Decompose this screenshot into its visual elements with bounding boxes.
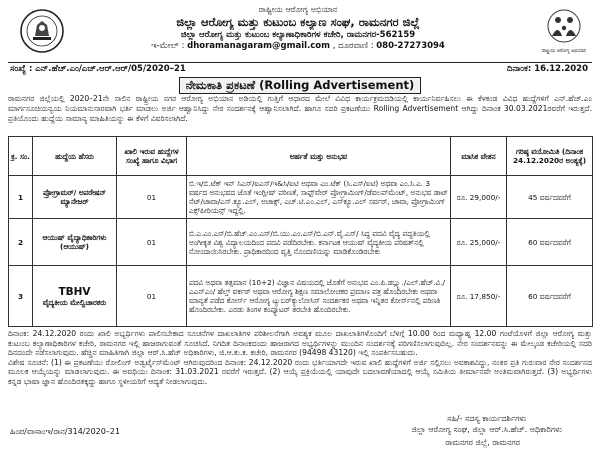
table-row: [9, 219, 593, 266]
signature-line-3: ರಾಮನಗರ ಜಿಲ್ಲೆ, ರಾಮನಗರ: [445, 438, 520, 447]
phone-number: 080-27273094: [376, 41, 445, 51]
notice-date: ದಿನಾಂಕ: 16.12.2020: [507, 64, 588, 74]
reference-row: [8, 63, 592, 76]
footer: [8, 413, 592, 437]
row-sl: 2: [9, 219, 33, 266]
row-age: 60 ವರ್ಷದವರೆಗೆ: [507, 266, 593, 327]
header-salary: ಮಾಸಿಕ ವೇತನ: [451, 137, 507, 176]
society-name: ಜಿಲ್ಲಾ ಆರೋಗ್ಯ ಮತ್ತು ಕುಟುಂಬ ಕಲ್ಯಾಣ ಸಂಘ, ರಾಮನಗರ ಜಿಲ್ಲೆ: [176, 15, 420, 29]
row-sl: 1: [9, 176, 33, 219]
row-post-cell: [33, 266, 117, 327]
intro-paragraph: ರಾಮನಗರ ಜಿಲ್ಲೆಯಲ್ಲಿ 2020–21ನೇ ಸಾಲಿನ ರಾಷ್ಟ್ರೀಯ ನಗರ ಆರೋಗ್ಯ ಅಭಿಯಾನ ಅಡಿಯಲ್ಲಿ ಗುತ್ತಿಗೆ ಆಧಾರದ ಮೇಲೆ ವಿವಿಧ ಕಾರ್ಯಕ್ರಮದಡಿಯಲ್ಲಿ ಕಾರ್ಯನಿರ್ವಹಿಸಲು ಈ ಕೆಳಕಂಡ ವಿವಿಧ ಹುದ್ದೆಗಳಿಗೆ ಎನ್.ಹೆಚ್.ಎಂ ಮಾರ್ಗಸೂಚಿಯನ್ವಯ ನಿಯಮಾನುಸಾರವಾಗಿ ಭರ್ತಿ ಮಾಡಲು ಅರ್ಜಿ ಆಹ್ವಾನಿಸಿದ್ದು ನೇರ ಸಂದರ್ಶನಕ್ಕೆ ಆಹ್ವಾನಿಸಲಾಗಿದೆ. ಹಾಗೂ ಸದರಿ ಪ್ರಕಟಣೆಯು Rolling Advertisement ಆಗಿದ್ದು ದಿನಾಂಕ 30.03.2021ರವರೆಗೆ ಇರುತ್ತದೆ. ಪ್ರತಿಯೊಂದು ಹುದ್ದೆಯ ಸಾಮಾನ್ಯ ಮಾಹಿತಿಯನ್ನು ಈ ಕೆಳಗೆ ವಿವರಿಸಲಾಗಿದೆ.: [8, 94, 592, 123]
office-address: ಜಿಲ್ಲಾ ಆರೋಗ್ಯ ಮತ್ತು ಕುಟುಂಬ ಕಲ್ಯಾಣಾಧಿಕಾರಿಗಳ ಕಚೇರಿ, ರಾಮನಗರ-562159: [180, 30, 416, 40]
row-post-code: TBHV: [58, 285, 91, 298]
special-instructions: ವಿಶೇಷ ಸೂಚನೆ: (1) ಈ ಪ್ರಕಟಣೆಯು ರೋಲಿಂಗ್ ಅಡ್ವರ್ಟೈಸ್‌ಮೆಂಟ್ ಆಗಿರುವುದರಿಂದ ದಿನಾಂಕ: 24.12.2020 ರಂದು ಭರ್ತಿಯಾಗದೇ ಇರುವ ಖಾಲಿ ಹುದ್ದೆಗಳಿಗೆ ಅರ್ಜಿ ಸಲ್ಲಿಸಲು ಅವಕಾಶವಿದ್ದು, ನಂತರ ಪ್ರತಿ ಗುರುವಾರ ನೇರ ಸಂದರ್ಶನದ ಮೂಲಕ ಆಯ್ಕೆಯನ್ನು ಮಾಡಲಾಗುವುದು. ಈ ಅವಧಿಯು ದಿನಾಂಕ: 31.03.2021 ರವರೆಗೆ ಇರುತ್ತದೆ. (2) ಆಯ್ಕೆ ಪ್ರಕ್ರಿಯೆಯಲ್ಲಿ ಯಾವುದೇ ಬದಲಾವಣೆಯಾದಲ್ಲಿ ಆಯ್ಕೆ ಸಮಿತಿಯ ತೀರ್ಮಾನವೇ ಅಂತಿಮವಾಗಿರುತ್ತದೆ. (3) ಅಭ್ಯರ್ಥಿಗಳು ಕನ್ನಡ ಭಾಷಾ ಜ್ಞಾನ ಹೊಂದಿರತಕ್ಕದ್ದು ಹಾಗೂ ಸ್ಥಳೀಯರಿಗೆ ಆದ್ಯತೆ ನೀಡಲಾಗುವುದು.: [8, 357, 592, 386]
logo-text: ರಾಷ್ಟ್ರೀಯ ಆರೋಗ್ಯ ಅಭಿಯಾನ: [541, 49, 587, 54]
letterhead-text: [78, 4, 518, 52]
row-qualification: ಬಿ.ಎ.ಎಂ.ಎಸ್/ಬಿ.ಹೆಚ್.ಎಂ.ಎಸ್/ಬಿ.ಯು.ಎಂ.ಎಸ್/ಬಿ.ಎನ್.ವೈ.ಎಸ್/ ಸಿದ್ಧ ಪದವಿ ವೈದ್ಯ ಪದ್ಧತಿಯಲ್ಲಿ ಅಂಗೀಕೃತ ವಿಶ್ವ ವಿದ್ಯಾಲಯದಿಂದ ಪದವಿ ಪಡೆದಿರಬೇಕು. ಕರ್ನಾಟಕ ಆಯುಷ್ ವೈದ್ಯಕೀಯ ಪರಿಷತ್‌ನಲ್ಲಿ ನೋಂದಾಯಿಸಿರಬೇಕು. ಪ್ರಾಧಿಕಾರದಿಂದ ವೃತ್ತಿ ನೊಂದಣಿಯನ್ನು ಮಾಡಿಕೊಂಡಿರಬೇಕು: [187, 219, 451, 266]
row-salary: ರೂ. 17,850/-: [451, 266, 507, 327]
mission-name: ರಾಷ್ಟ್ರೀಯ ಆರೋಗ್ಯ ಅಭಿಯಾನ: [258, 5, 338, 14]
state-emblem-icon: [16, 6, 68, 56]
row-sl: 3: [9, 266, 33, 327]
row-age: 60 ವರ್ಷದವರೆಗೆ: [507, 219, 593, 266]
header-qualification: ಅರ್ಹತೆ ಮತ್ತು ಅನುಭವ: [187, 137, 451, 176]
table-row: [9, 176, 593, 219]
row-post: ಆಯುಷ್ ವೈದ್ಯಾಧಿಕಾರಿಗಳು (ಆಯುಷ್): [33, 219, 117, 266]
notice-title-box: [179, 77, 422, 94]
phone-label: , ದೂರವಾಣಿ :: [332, 41, 374, 51]
publication-code: ಹಿಂಪ/ವಾಸಾಂಇ/ರಾನ/314/2020–21: [10, 427, 121, 436]
row-salary: ರೂ. 29,000/-: [451, 176, 507, 219]
row-qualification: ಪದವಿ ಅಥವಾ ತತ್ಸಮಾನ (10+2) ವಿಜ್ಞಾನ ವಿಷಯದಲ್ಲಿ ಜೊತೆಗೆ ಅನುಭವ ಎಂ.ಪಿ.ಡಬ್ಲ್ಯು./ಎಲ್.ಹೆಚ್.ವಿ./ಎಎನ್‌ಎಂ/ ಹೆಲ್ತ್ ವರ್ಕರ್ ಅಥವಾ ಆರೋಗ್ಯ ಶಿಕ್ಷಣ ಸಮಾಲೋಚಕರ ಪ್ರಮಾಣ ಪತ್ರ ಹೊಂದಿರಬೇಕು ಅಥವಾ ಮಾನ್ಯತೆ ಪಡೆದ ಕೋರ್ಸ್ ಆರೋಗ್ಯ ಟ್ಯುಬರ್‌ಕ್ಯುಲೋಸಿಸ್ ಸಂದರ್ಶಕರ ಅಥವಾ ಇನ್ನಿತರ ಕೋರ್ಸ್‌ನಲ್ಲಿ ಪರಿಣತಿ ಹೊಂದಿರಬೇಕು. ಎರಡು ತಿಂಗಳ ಕಂಪ್ಯೂಟರ್ ತರಬೇತಿ ಹೊಂದಿರಬೇಕು.: [187, 266, 451, 327]
nhm-logo-icon: [538, 6, 590, 56]
contact-line: [78, 41, 518, 52]
row-post: ವೈದ್ಯಕೀಯ ಮೇಲ್ವಿಚಾರಕರು: [42, 297, 107, 307]
letterhead: [8, 4, 592, 63]
row-post: ಪ್ರೋಗ್ರಾಮರ್/ ಅಪರೇಷನ್ ಮ್ಯಾನೇಜರ್: [33, 176, 117, 219]
instructions: [8, 329, 592, 413]
row-vacancies: 01: [117, 219, 187, 266]
interview-instructions: ದಿನಾಂಕ: 24.12.2020 ರಂದು ಖಾಲಿ ಅಭ್ಯರ್ಥಿಗಳು ಪಾಲಿಸಬೇಕಾದ ಸೂಚನೆಗಳ ದಾಖಲಾತಿಗಳ ಪರಿಶೀಲನೆಗಾಗಿ ಅವಶ್ಯಕ ಮೂಲ ದಾಖಲಾತಿಗಳೊಂದಿಗೆ ಬೆಳಿಗ್ಗೆ 10.00 ರಿಂದ ಮಧ್ಯಾಹ್ನ 12.00 ಗಂಟೆಯೊಳಗೆ ಜಿಲ್ಲಾ ಆರೋಗ್ಯ ಮತ್ತು ಕುಟುಂಬ ಕಲ್ಯಾಣಾಧಿಕಾರಿಗಳ ಕಚೇರಿ, ರಾಮನಗರ ಇಲ್ಲಿ ಹಾಜರಾಗುವಂತೆ ಸೂಚಿಸಿದೆ. ನಿಗದಿತ ದಿನಾಂಕದಂದು ಹಾಜರಾಗದ ಅಭ್ಯರ್ಥಿಗಳನ್ನು ಮುಂದಿನ ಸಂದರ್ಶನಕ್ಕೆ ಪರಿಗಣಿಸಲಾಗುವುದಿಲ್ಲ. ನೇರ ಸಂದರ್ಶನವನ್ನು ಈ ಮೇಲ್ಕಂಡ ಕಚೇರಿಯಲ್ಲಿ ಸದರಿ ದಿನದಂದೇ ನಡೆಸಲಾಗುವುದು. ಹೆಚ್ಚಿನ ಮಾಹಿತಿಗಾಗಿ ಜಿಲ್ಲಾ ಆರ್.ಸಿ.ಹೆಚ್ ಅಧಿಕಾರಿಗಳು, ಜಿ.ಆ.ಕು.ಕ. ಕಚೇರಿ, ರಾಮನಗರ (94498 43120) ಇಲ್ಲಿ ಸಂಪರ್ಕಿಸಬಹುದು.: [8, 329, 592, 358]
row-vacancies: 01: [117, 176, 187, 219]
header-age: ಗರಿಷ್ಠ ವಯೋಮಿತಿ (ದಿನಾಂಕ 24.12.2020ರ ಅಂತ್ಯಕ್ಕೆ): [507, 137, 593, 176]
reference-number: ಸಂಖ್ಯೆ : ಎನ್.ಹೆಚ್.ಎಂ/ಎಚ್.ಆರ್.ಆರ್/05/2020–21: [10, 64, 186, 74]
email-address: dhoramanagaram@gmail.com: [187, 41, 330, 51]
title-kannada: ನೇಮಕಾತಿ ಪ್ರಕಟಣೆ: [185, 78, 256, 92]
row-age: 45 ವರ್ಷದವರೆಗೆ: [507, 176, 593, 219]
signature-block: [411, 413, 562, 435]
title-english: (Rolling Advertisement): [259, 78, 415, 92]
vacancy-table: [8, 136, 593, 327]
signature-line-1: ಸಹಿ/- ಸದಸ್ಯ ಕಾರ್ಯದರ್ಶಿಗಳು: [447, 414, 527, 423]
table-row: [9, 266, 593, 327]
row-qualification: ಬಿ.ಇ/ಬಿ.ಟೆಕ್ ಇನ್ ಸಿಎಸ್/ಐಎಸ್/ಇ&ಸಿ/ಐಟಿ ಅಥವಾ ಎಂ.ಟೆಕ್ (ಸಿ.ಎಸ್/ಐಟಿ) ಅಥವಾ ಎಂ.ಸಿ.ಎ. 3 ವರ್ಷದ ಅನುಭವದ ಜೊತೆ ಇಂಗ್ಲೀಷ್ ಪರಿಣತೆ, ಸಾಫ್ಟ್‌ವೇರ್ ಪ್ರೋಗ್ರಾಮಿಂಗ್/ಡೆವಲಪ್‌ಮೆಂಟ್, ಅನುಭವ ಡಾಟ್ ನೆಟ್/ಜಾವಾ/ಎಸ್.ಕ್ಯೂ.ಎಲ್, ಅಜಾಕ್ಸ್, ಎಚ್.ಟಿ.ಎಂ.ಎಲ್, ಎಸ್‌ಕ್ಯೂ.ಎಲ್ ಸರ್ವರ್, ಜಾವಾ, ಪ್ರೋಗ್ರಾಮಿಂಗ್ ಎಕ್ಸ್‌ಪೀರಿಯನ್ಸ್ ಇದ್ದಲ್ಲಿ.: [187, 176, 451, 219]
table-header-row: [9, 137, 593, 176]
row-salary: ರೂ. 25,000/-: [451, 219, 507, 266]
header-post: ಹುದ್ದೆಯ ಹೆಸರು: [33, 137, 117, 176]
notice-title: [8, 77, 592, 92]
email-label: ಇ-ಮೇಲ್ :: [151, 41, 185, 51]
signature-line-2: ಜಿಲ್ಲಾ ಆರೋಗ್ಯ ಸಂಘ, ಜಿಲ್ಲಾ ಆರ್.ಸಿ.ಹೆಚ್. ಅಧಿಕಾರಿಗಳು: [411, 425, 562, 434]
header-sl: ಕ್ರ. ಸಂ.: [9, 137, 33, 176]
header-vacancies: ಖಾಲಿ ಇರುವ ಹುದ್ದೆಗಳ ಸಂಖ್ಯೆ ಹಾಗೂ ವಿಭಾಗ: [117, 137, 187, 176]
row-vacancies: 01: [117, 266, 187, 327]
